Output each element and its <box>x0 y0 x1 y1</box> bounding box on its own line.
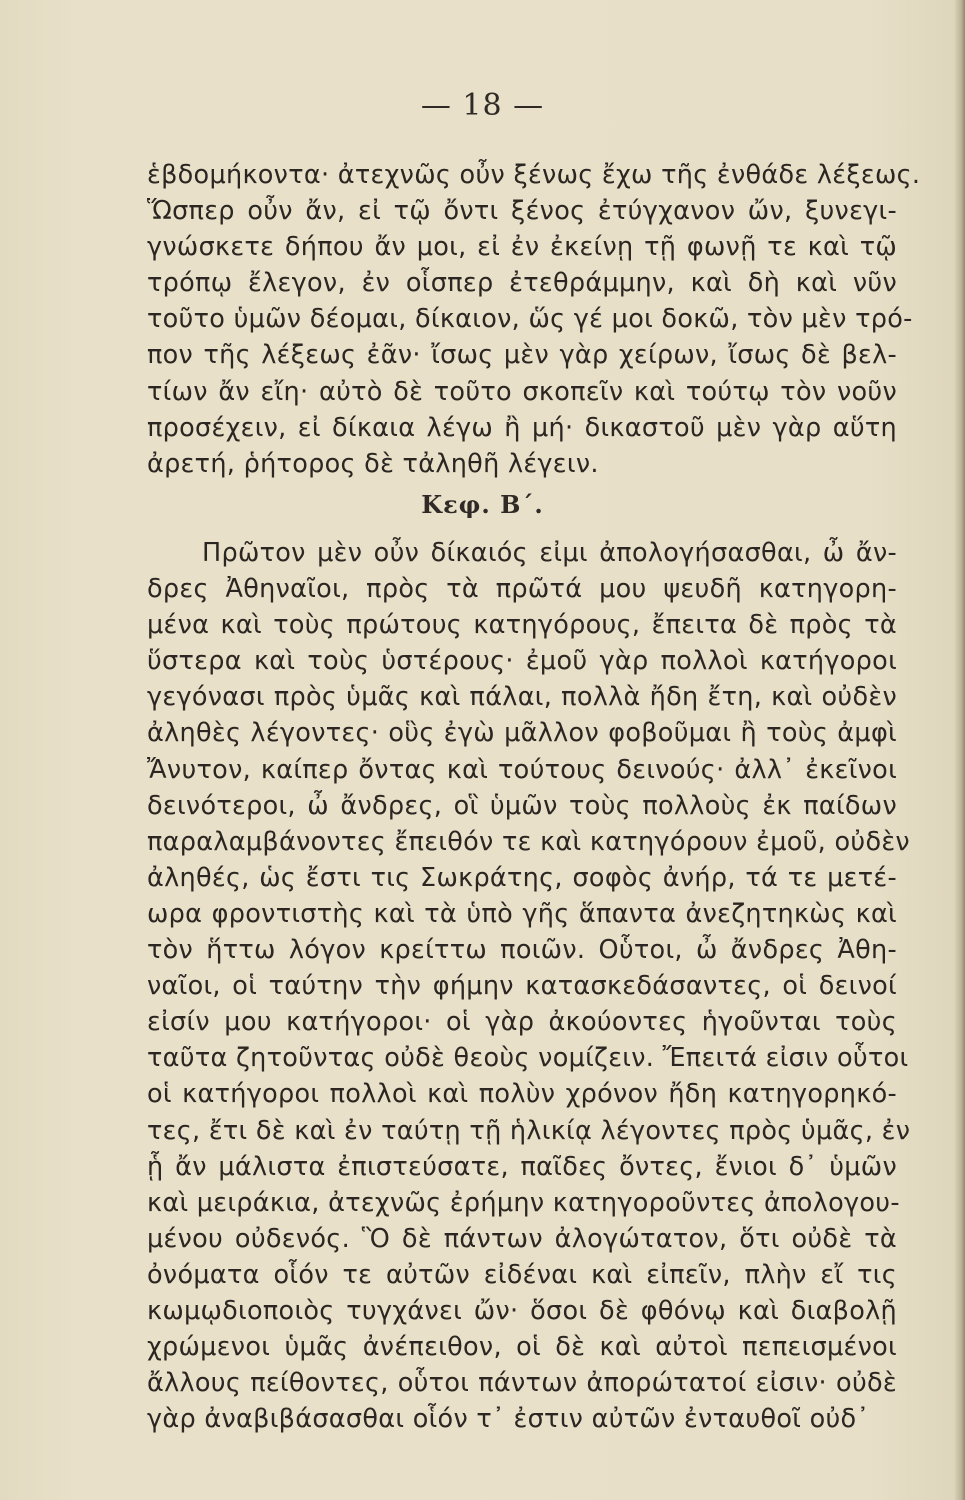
text-line: κωμῳδιοποιὸς τυγχάνει ὤν· ὅσοι δὲ φθόνῳ καὶ διαβολῇ <box>147 1295 897 1326</box>
text-line: τρόπῳ ἔλεγον, ἐν οἷσπερ ἐτεθράμμην, καὶ δὴ καὶ νῦν <box>147 268 897 299</box>
paragraph-1 <box>147 157 921 482</box>
text-line: παραλαμβάνοντες ἔπειθόν τε καὶ κατηγόρουν ἐμοῦ, οὐδὲν <box>147 826 910 857</box>
text-line: τοῦτο ὑμῶν δέομαι, δίκαιον, ὥς γέ μοι δοκῶ, τὸν μὲν τρό- <box>147 304 913 335</box>
text-line: δεινότεροι, ὦ ἄνδρες, οἳ ὑμῶν τοὺς πολλοὺς ἐκ παίδων <box>147 790 897 821</box>
text-line: πον τῆς λέξεως ἐᾶν· ἴσως μὲν γὰρ χείρων, ἴσως δὲ βελ- <box>147 340 897 371</box>
paragraph-2 <box>147 535 911 1437</box>
text-line: ἑβδομήκοντα· ἀτεχνῶς οὖν ξένως ἔχω τῆς ἐνθάδε λέξεως. <box>147 160 921 190</box>
text-line: καὶ μειράκια, ἀτεχνῶς ἐρήμην κατηγοροῦντες ἀπολογου- <box>147 1187 900 1218</box>
text-line: τες, ἔτι δὲ καὶ ἐν ταύτῃ τῇ ἡλικίᾳ λέγοντες πρὸς ὑμᾶς, ἐν <box>147 1115 911 1146</box>
text-line: γνώσκετε δήπου ἄν μοι, εἰ ἐν ἐκείνῃ τῇ φωνῇ τε καὶ τῷ <box>147 232 897 263</box>
text-line: τὸν ἥττω λόγον κρείττω ποιῶν. Οὗτοι, ὦ ἄνδρες Ἀθη- <box>147 935 897 966</box>
text-line: ωρα φροντιστὴς καὶ τὰ ὑπὸ γῆς ἅπαντα ἀνεζητηκὼς καὶ <box>147 898 897 929</box>
text-line: μένου οὐδενός. Ὃ δὲ πάντων ἀλογώτατον, ὅτι οὐδὲ τὰ <box>147 1223 897 1254</box>
section-heading: Κεφ. Β΄. <box>421 490 544 519</box>
text-line: ἀληθὲς λέγοντες· οὓς ἐγὼ μᾶλλον φοβοῦμαι ἢ τοὺς ἀμφὶ <box>147 718 897 749</box>
text-line: Πρῶτον μὲν οὖν δίκαιός εἰμι ἀπολογήσασθαι, ὦ ἄν- <box>202 538 897 568</box>
text-line: ἀληθές, ὡς ἔστι τις Σωκράτης, σοφὸς ἀνήρ, τά τε μετέ- <box>147 862 897 893</box>
text-line: τίων ἄν εἴη· αὐτὸ δὲ τοῦτο σκοπεῖν καὶ τούτῳ τὸν νοῦν <box>147 376 897 407</box>
page-edge <box>955 0 965 1500</box>
text-line: γὰρ ἀναβιβάσασθαι οἷόν τ᾽ ἐστιν αὐτῶν ἐνταυθοῖ οὐδ᾽ <box>147 1404 870 1435</box>
text-line: ταῦτα ζητοῦντας οὐδὲ θεοὺς νομίζειν. Ἔπειτά εἰσιν οὗτοι <box>147 1043 909 1074</box>
text-line: προσέχειν, εἰ δίκαια λέγω ἢ μή· δικαστοῦ μὲν γὰρ αὕτη <box>147 412 897 443</box>
text-line: ὕστερα καὶ τοὺς ὑστέρους· ἐμοῦ γὰρ πολλοὶ κατήγοροι <box>147 646 897 677</box>
text-line: οἱ κατήγοροι πολλοὶ καὶ πολὺν χρόνον ἤδη κατηγορηκό- <box>147 1079 897 1110</box>
text-line: Ὥσπερ οὖν ἄν, εἰ τῷ ὄντι ξένος ἐτύγχανον ὤν, ξυνεγι- <box>147 196 897 227</box>
page-number: — 18 — <box>420 88 545 123</box>
text-line: ὀνόματα οἷόν τε αὐτῶν εἰδέναι καὶ εἰπεῖν, πλὴν εἴ τις <box>147 1259 897 1290</box>
text-line: χρώμενοι ὑμᾶς ἀνέπειθον, οἱ δὲ καὶ αὐτοὶ πεπεισμένοι <box>147 1332 897 1363</box>
text-line: Ἄνυτον, καίπερ ὄντας καὶ τούτους δεινούς· ἀλλ᾽ ἐκεῖνοι <box>147 754 897 785</box>
text-line: ναῖοι, οἱ ταύτην τὴν φήμην κατασκεδάσαντες, οἱ δεινοί <box>147 971 897 1002</box>
text-line: ἀρετή, ῥήτορος δὲ τἀληθῆ λέγειν. <box>147 448 599 479</box>
text-line: ᾗ ἄν μάλιστα ἐπιστεύσατε, παῖδες ὄντες, ἔνιοι δ᾽ ὑμῶν <box>147 1151 897 1182</box>
text-line: μένα καὶ τοὺς πρώτους κατηγόρους, ἔπειτα δὲ πρὸς τὰ <box>147 610 897 641</box>
text-line: δρες Ἀθηναῖοι, πρὸς τὰ πρῶτά μου ψευδῆ κατηγορη- <box>147 574 897 605</box>
text-line: ἄλλους πείθοντες, οὗτοι πάντων ἀπορώτατοί εἰσιν· οὐδὲ <box>147 1368 897 1399</box>
text-line: εἰσίν μου κατήγοροι· οἱ γὰρ ἀκούοντες ἡγοῦνται τοὺς <box>147 1007 897 1038</box>
text-line: γεγόνασι πρὸς ὑμᾶς καὶ πάλαι, πολλὰ ἤδη ἔτη, καὶ οὐδὲν <box>147 682 897 713</box>
